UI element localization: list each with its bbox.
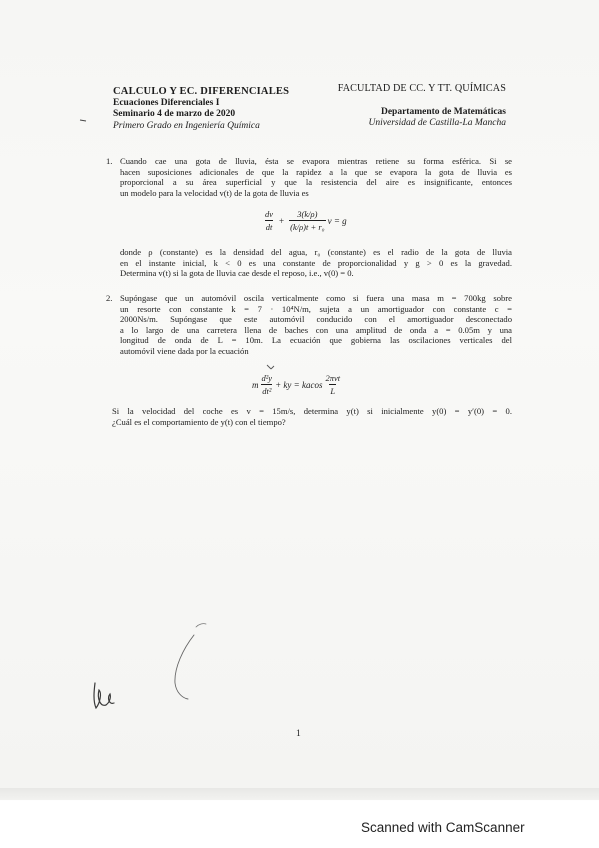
handwritten-arc: [196, 624, 206, 627]
text-line: Cuando cae una gota de lluvia, ésta se evapora mientras retiene su forma esférica. Si se: [120, 156, 512, 166]
faculty-name: FACULTAD DE CC. Y TT. QUÍMICAS: [337, 83, 506, 94]
text-line: en el instante inicial, k < 0 es una constante de proporcionalidad y g > 0 es la gravedad.: [120, 257, 512, 268]
text-line: ¿Cuál es el comportamiento de y(t) con el tiempo?: [112, 416, 286, 427]
fraction-numerator: 2πvt: [325, 373, 341, 383]
handwritten-scribble: [94, 683, 114, 708]
text-line: Supóngase que un automóvil oscila verticalmente como si fuera una masa m = 700kg sobre: [120, 293, 512, 303]
text-line: proporcional a su área superficial y que la resistencia del aire es insignificante, entonces: [120, 177, 512, 187]
problem-2-number: 2.: [106, 293, 113, 303]
mass-symbol: m: [252, 379, 259, 390]
text-line: donde ρ (constante) es la densidad del agua, r₀ (constante) es el radio de la gota de lluvia: [120, 247, 512, 257]
text-line: Si la velocidad del coche es v = 15m/s, determina y(t) si inicialmente y(0) = y′(0) = 0.: [112, 406, 512, 416]
text-line: un resorte con constante k = 7 · 10⁴N/m, sujeta a un amortiguador con constante c =: [120, 303, 512, 314]
text-line: hacen suposiciones adicionales de que la rapidez a la que se evapora la gota de lluvia es: [120, 166, 512, 177]
fraction-numerator: d²y: [261, 373, 273, 383]
fraction-numerator: 3(k/ρ): [297, 209, 318, 219]
course-title: CALCULO Y EC. DIFERENCIALES: [113, 86, 290, 97]
degree-name: Primero Grado en Ingeniería Química: [113, 120, 260, 131]
university-name: Universidad de Castilla-La Mancha: [368, 118, 506, 128]
fraction-denominator: dt²: [262, 386, 272, 396]
topic-title: Ecuaciones Diferenciales I: [113, 97, 220, 108]
session-date: Seminario 4 de marzo de 2020: [113, 109, 236, 119]
text-line: 2000Ns/m. Supóngase que este automóvil conducido con el amortiguador desconectado: [120, 314, 512, 324]
equation-middle: + ky = kacos: [275, 379, 323, 390]
text-line: a lo largo de una carretera llena de baches con una amplitud de onda a = 0.05m y una: [120, 324, 512, 335]
fraction-numerator: dv: [265, 209, 274, 219]
fraction-denominator: (k/ρ)t + r₀: [290, 222, 325, 232]
text-line: longitud de onda de L = 10m. La ecuación que gobierna las oscilaciones verticales del: [120, 335, 512, 345]
page-number: 1: [296, 729, 301, 739]
equation-rest: v = g: [327, 215, 347, 226]
stray-mark: [267, 365, 274, 369]
fraction-denominator: dt: [265, 222, 273, 232]
scanner-watermark: Scanned with CamScanner: [361, 820, 525, 835]
plus-sign: +: [279, 215, 285, 226]
text-line: Determina v(t) si la gota de lluvia cae desde el reposo, i.e., v(0) = 0.: [120, 268, 354, 278]
handwritten-arc: [175, 635, 194, 699]
problem-1-number: 1.: [106, 156, 113, 166]
fraction-denominator: L: [330, 386, 336, 396]
text-line: automóvil viene dada por la ecuación: [120, 345, 249, 356]
stray-mark: [80, 120, 86, 121]
text-line: un modelo para la velocidad v(t) de la gota de lluvia es: [120, 187, 309, 198]
department-name: Departamento de Matemáticas: [380, 106, 506, 117]
